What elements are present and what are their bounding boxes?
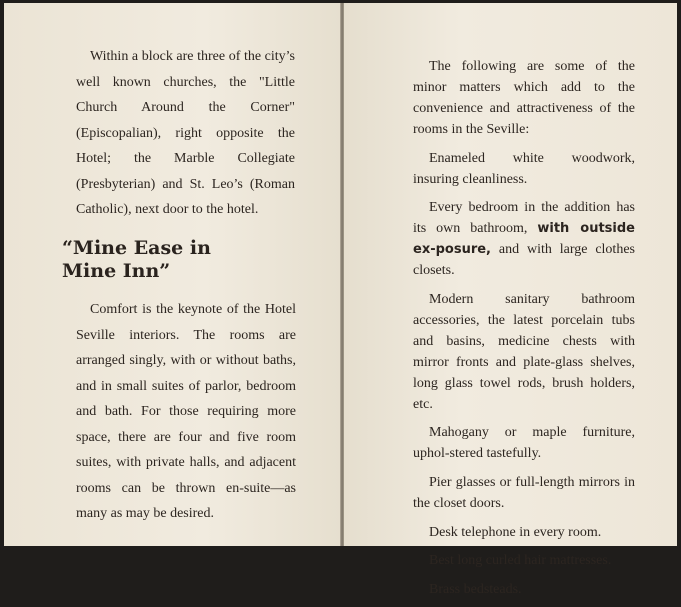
amenity-item: Modern sanitary bathroom accessories, the latest porcelain tubs and basins, medicine chests with mirror fronts and plate-glass shelves, long glass towel rods, brush holders, etc. <box>413 291 635 412</box>
amenity-text: and with large clothes closets. <box>413 242 635 279</box>
left-page <box>4 3 340 546</box>
amenity-item: Brass bedsteads. <box>429 581 522 597</box>
amenities-intro: The following are some of the minor matters which add to the convenience and attractiveness of the rooms in the Seville: <box>413 59 635 137</box>
right-page <box>344 3 677 597</box>
comfort-text: Comfort is the keynote of the Hotel Seville interiors. The rooms are arranged singly, with or without baths, and in small suites of parlor, bedroom and bath. For those requiring more space, there are four and five room suites, with private halls, and adjacent rooms can be thrown en-suite—as many as may be desired. <box>76 302 296 521</box>
heading-line-1: “Mine Ease in <box>62 237 211 259</box>
amenity-emphasis: with outside ex-posure, <box>413 221 635 258</box>
churches-text: Within a block are three of the city’s well known churches, the "Little Church Around the Corner" (Episcopalian), right opposite the Hotel; the Marble Collegiate (Presbyterian) and St. Leo’s (Roman Catholic), next door to the hotel. <box>76 49 295 217</box>
section-heading <box>62 237 302 283</box>
amenity-text: Every bedroom in the addition has its own bathroom, <box>413 200 635 237</box>
amenity-item: Mahogany or maple furniture, uphol-stered tastefully. <box>413 425 635 462</box>
booklet-spread <box>4 3 677 597</box>
amenity-item: Desk telephone in every room. <box>429 524 602 540</box>
amenities-list <box>413 56 635 607</box>
amenity-item <box>413 197 635 281</box>
heading-line-2: Mine Inn” <box>62 260 171 282</box>
amenity-item: Pier glasses or full-length mirrors in the closet doors. <box>413 474 635 511</box>
amenity-item: Best long curled hair mattresses. <box>429 553 612 569</box>
amenity-item: Enameled white woodwork, insuring cleanliness. <box>413 150 635 187</box>
churches-paragraph <box>76 44 295 223</box>
comfort-paragraph <box>76 297 296 527</box>
